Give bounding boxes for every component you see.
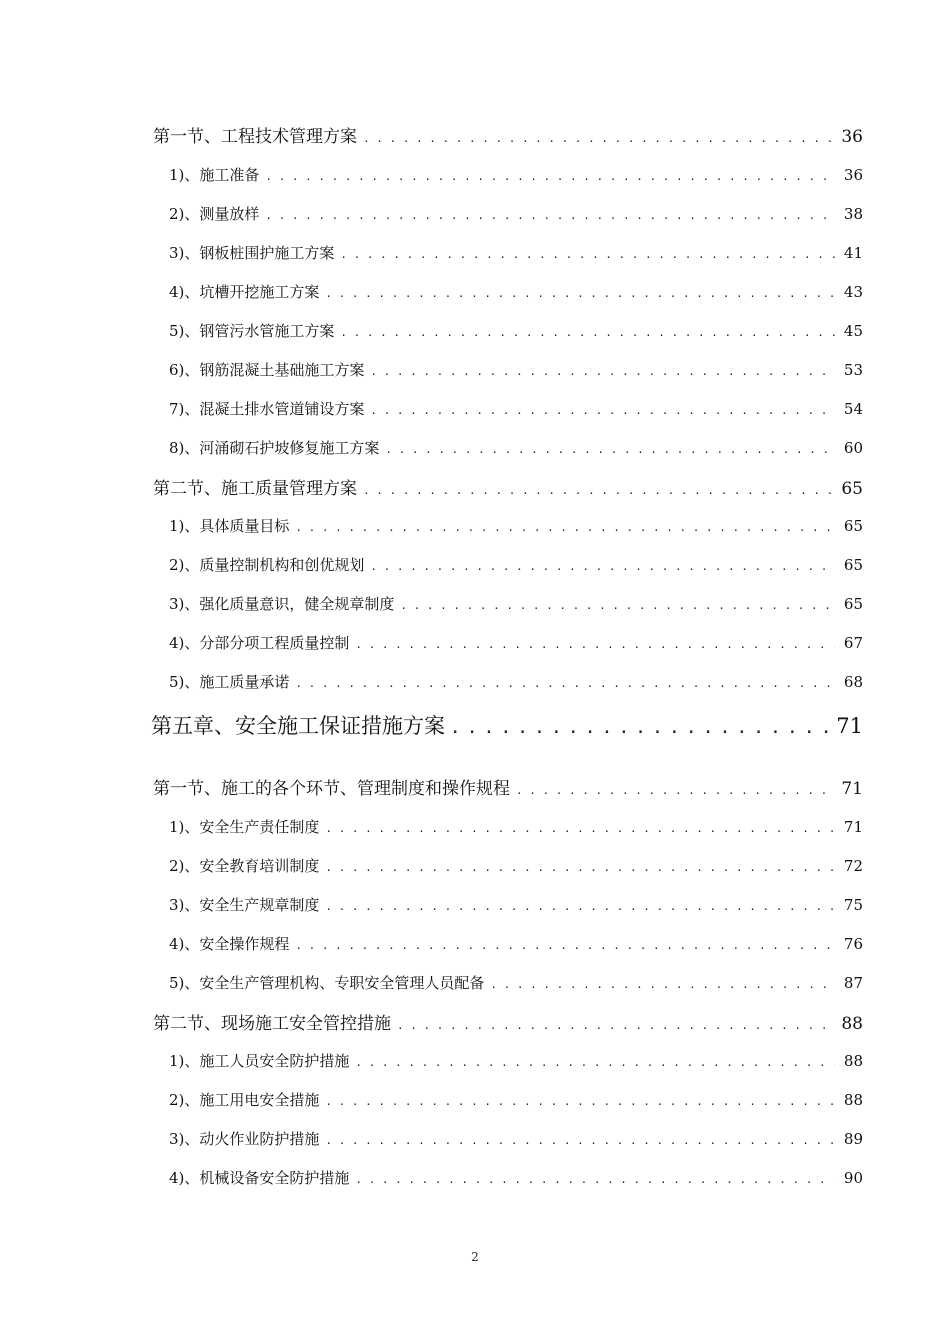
toc-entry-page: 88 bbox=[843, 1091, 863, 1109]
toc-entry-item[interactable] bbox=[169, 593, 863, 614]
toc-entry-label: 5)、施工质量承诺 bbox=[169, 673, 290, 691]
toc-entry-page: 36 bbox=[843, 166, 863, 184]
toc-entry-label: 5)、钢管污水管施工方案 bbox=[169, 322, 335, 340]
toc-entry-label: 5)、安全生产管理机构、专职安全管理人员配备 bbox=[169, 974, 485, 992]
toc-entry-label: 3)、安全生产规章制度 bbox=[169, 896, 320, 914]
toc-dot-leader bbox=[397, 1014, 835, 1034]
toc-entry-section[interactable] bbox=[153, 1009, 863, 1034]
toc-entry-page: 54 bbox=[843, 400, 863, 418]
toc-entry-item[interactable] bbox=[169, 855, 863, 876]
toc-dot-leader bbox=[265, 205, 835, 223]
toc-entry-label: 2)、测量放样 bbox=[169, 205, 260, 223]
toc-entry-label: 6)、钢筋混凝土基础施工方案 bbox=[169, 361, 365, 379]
toc-entry-label: 8)、河涌砌石护坡修复施工方案 bbox=[169, 439, 380, 457]
toc-entry-page: 76 bbox=[843, 935, 863, 953]
toc-entry-item[interactable] bbox=[169, 1167, 863, 1188]
toc-entry-page: 53 bbox=[843, 361, 863, 379]
toc-entry-item[interactable] bbox=[169, 320, 863, 341]
toc-dot-leader bbox=[325, 283, 835, 301]
toc-entry-item[interactable] bbox=[169, 671, 863, 692]
toc-dot-leader bbox=[400, 595, 835, 613]
toc-entry-page: 68 bbox=[843, 673, 863, 691]
toc-entry-item[interactable] bbox=[169, 1089, 863, 1110]
toc-entry-page: 67 bbox=[843, 634, 863, 652]
toc-entry-item[interactable] bbox=[169, 554, 863, 575]
toc-entry-item[interactable] bbox=[169, 632, 863, 653]
toc-dot-leader bbox=[363, 127, 835, 147]
toc-dot-leader bbox=[516, 779, 835, 799]
toc-entry-page: 41 bbox=[843, 244, 863, 262]
toc-dot-leader bbox=[325, 1130, 835, 1148]
toc-entry-label: 4)、机械设备安全防护措施 bbox=[169, 1169, 350, 1187]
toc-dot-leader bbox=[355, 1052, 835, 1070]
toc-entry-item[interactable] bbox=[169, 933, 863, 954]
toc-entry-page: 38 bbox=[843, 205, 863, 223]
toc-dot-leader bbox=[325, 896, 835, 914]
toc-entry-label: 1)、安全生产责任制度 bbox=[169, 818, 320, 836]
toc-entry-label: 3)、动火作业防护措施 bbox=[169, 1130, 320, 1148]
toc-entry-page: 65 bbox=[843, 556, 863, 574]
toc-entry-page: 90 bbox=[843, 1169, 863, 1187]
toc-entry-section[interactable] bbox=[153, 122, 863, 147]
toc-entry-page: 87 bbox=[843, 974, 863, 992]
toc-entry-item[interactable] bbox=[169, 816, 863, 837]
toc-entry-label: 1)、施工人员安全防护措施 bbox=[169, 1052, 350, 1070]
toc-dot-leader bbox=[370, 556, 835, 574]
toc-entry-page: 45 bbox=[843, 322, 863, 340]
toc-entry-label: 2)、安全教育培训制度 bbox=[169, 857, 320, 875]
toc-entry-item[interactable] bbox=[169, 164, 863, 185]
toc-dot-leader bbox=[295, 935, 835, 953]
toc-dot-leader bbox=[325, 857, 835, 875]
toc-entry-label: 第一节、施工的各个环节、管理制度和操作规程 bbox=[153, 779, 510, 799]
toc-dot-leader bbox=[451, 714, 830, 738]
toc-dot-leader bbox=[490, 974, 835, 992]
toc-entry-page: 71 bbox=[841, 779, 863, 799]
toc-entry-chapter[interactable] bbox=[151, 710, 863, 740]
toc-entry-item[interactable] bbox=[169, 242, 863, 263]
toc-dot-leader bbox=[295, 517, 835, 535]
toc-dot-leader bbox=[370, 361, 835, 379]
toc-entry-page: 71 bbox=[843, 818, 863, 836]
toc-dot-leader bbox=[295, 673, 835, 691]
toc-entry-label: 第二节、现场施工安全管控措施 bbox=[153, 1014, 391, 1034]
toc-dot-leader bbox=[363, 479, 835, 499]
toc-entry-item[interactable] bbox=[169, 398, 863, 419]
toc-entry-item[interactable] bbox=[169, 1128, 863, 1149]
toc-entry-label: 第二节、施工质量管理方案 bbox=[153, 479, 357, 499]
toc-dot-leader bbox=[265, 166, 835, 184]
toc-dot-leader bbox=[355, 1169, 835, 1187]
toc-entry-item[interactable] bbox=[169, 203, 863, 224]
toc-entry-page: 65 bbox=[841, 479, 863, 499]
toc-entry-label: 第五章、安全施工保证措施方案 bbox=[151, 714, 445, 738]
toc-entry-item[interactable] bbox=[169, 359, 863, 380]
toc-entry-page: 72 bbox=[843, 857, 863, 875]
toc-dot-leader bbox=[325, 818, 835, 836]
toc-entry-label: 1)、具体质量目标 bbox=[169, 517, 290, 535]
toc-entry-page: 88 bbox=[843, 1052, 863, 1070]
toc-entry-item[interactable] bbox=[169, 515, 863, 536]
toc-entry-label: 2)、施工用电安全措施 bbox=[169, 1091, 320, 1109]
toc-entry-page: 65 bbox=[843, 595, 863, 613]
toc-entry-label: 1)、施工准备 bbox=[169, 166, 260, 184]
toc-entry-item[interactable] bbox=[169, 894, 863, 915]
toc-entry-label: 3)、强化质量意识，健全规章制度 bbox=[169, 595, 395, 613]
toc-entry-section[interactable] bbox=[153, 774, 863, 799]
toc-entry-page: 71 bbox=[836, 714, 863, 738]
toc-entry-page: 88 bbox=[841, 1014, 863, 1034]
toc-entry-section[interactable] bbox=[153, 474, 863, 499]
toc-entry-label: 3)、钢板桩围护施工方案 bbox=[169, 244, 335, 262]
page-number: 2 bbox=[471, 1250, 479, 1264]
toc-entry-item[interactable] bbox=[169, 281, 863, 302]
toc-dot-leader bbox=[340, 244, 835, 262]
toc-entry-item[interactable] bbox=[169, 437, 863, 458]
toc-entry-page: 60 bbox=[843, 439, 863, 457]
toc-dot-leader bbox=[340, 322, 835, 340]
toc-entry-label: 7)、混凝土排水管道铺设方案 bbox=[169, 400, 365, 418]
toc-entry-label: 4)、安全操作规程 bbox=[169, 935, 290, 953]
toc-entry-item[interactable] bbox=[169, 972, 863, 993]
toc-entry-page: 75 bbox=[843, 896, 863, 914]
toc-entry-label: 2)、质量控制机构和创优规划 bbox=[169, 556, 365, 574]
toc-dot-leader bbox=[355, 634, 835, 652]
toc-entry-item[interactable] bbox=[169, 1050, 863, 1071]
toc-dot-leader bbox=[325, 1091, 835, 1109]
toc-entry-page: 65 bbox=[843, 517, 863, 535]
toc-entry-label: 4)、坑槽开挖施工方案 bbox=[169, 283, 320, 301]
toc-dot-leader bbox=[385, 439, 835, 457]
toc-entry-label: 4)、分部分项工程质量控制 bbox=[169, 634, 350, 652]
toc-entry-label: 第一节、工程技术管理方案 bbox=[153, 127, 357, 147]
toc-entry-page: 43 bbox=[843, 283, 863, 301]
toc-entry-page: 36 bbox=[841, 127, 863, 147]
toc-dot-leader bbox=[370, 400, 835, 418]
toc-entry-page: 89 bbox=[843, 1130, 863, 1148]
